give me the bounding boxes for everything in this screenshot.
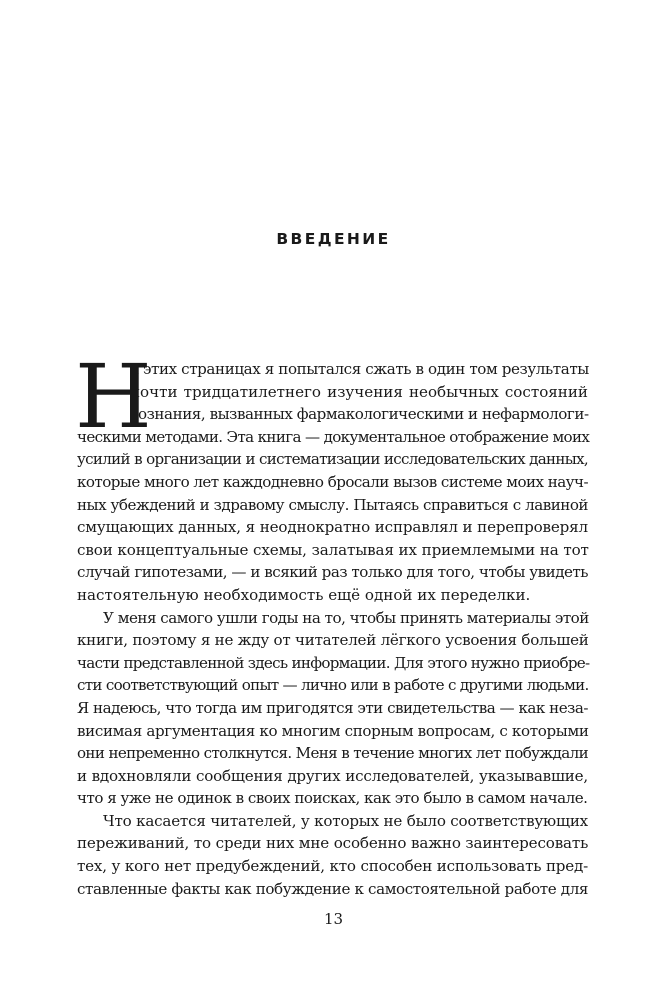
text-line: сознания, вызванных фармакологическими и нефармологи- bbox=[130, 405, 589, 424]
text-line: тех, у кого нет предубеждений, кто способен использовать пред- bbox=[77, 857, 588, 876]
drop-cap: Н bbox=[75, 345, 152, 448]
text-line: Что касается читателей, у которых не было соответствующих bbox=[103, 811, 588, 830]
text-line: которые много лет каждодневно бросали вызов системе моих науч- bbox=[77, 472, 588, 491]
chapter-title: ВВЕДЕНИЕ bbox=[276, 230, 391, 248]
page-number: 13 bbox=[323, 910, 344, 928]
body-text bbox=[75, 345, 590, 900]
text-line: и вдохновляли сообщения других исследователей, указывавшие, bbox=[77, 766, 588, 785]
text-line: они непременно столкнутся. Меня в течение многих лет побуждали bbox=[77, 744, 588, 763]
text-line: а этих страницах я попытался сжать в один том результаты bbox=[130, 360, 589, 378]
text-line: У меня самого ушли годы на то, чтобы принять материалы этой bbox=[103, 608, 589, 627]
text-line: ставленные факты как побуждение к самостоятельной работе для bbox=[77, 879, 588, 898]
text-line: ческими методами. Эта книга — документальное отображение моих bbox=[77, 427, 590, 446]
text-line: почти тридцатилетнего изучения необычных состояний bbox=[130, 382, 588, 401]
text-line: ных убеждений и здравому смыслу. Пытаясь справиться с лавиной bbox=[77, 495, 588, 514]
text-line: усилий в организации и систематизации исследовательских данных, bbox=[77, 450, 588, 469]
text-line: свои концептуальные схемы, залатывая их приемлемыми на тот bbox=[77, 540, 589, 559]
text-line: случай гипотезами, — и всякий раз только для того, чтобы увидеть bbox=[77, 563, 588, 582]
text-line: Я надеюсь, что тогда им пригодятся эти свидетельства — как неза- bbox=[77, 698, 588, 717]
text-line: части представленной здесь информации. Для этого нужно приобре- bbox=[77, 653, 590, 672]
text-line: сти соответствующий опыт — лично или в работе с другими людьми. bbox=[77, 676, 589, 695]
text-line: настоятельную необходимость ещё одной их переделки. bbox=[77, 585, 531, 604]
text-line: смущающих данных, я неоднократно исправлял и перепроверял bbox=[77, 518, 588, 537]
text-line: что я уже не одинок в своих поисках, как это было в самом начале. bbox=[77, 789, 588, 808]
text-line: книги, поэтому я не жду от читателей лёгкого усвоения большей bbox=[77, 631, 589, 650]
text-line: висимая аргументация ко многим спорным вопросам, с которыми bbox=[77, 721, 589, 740]
text-line: переживаний, то среди них мне особенно важно заинтересовать bbox=[77, 834, 589, 853]
